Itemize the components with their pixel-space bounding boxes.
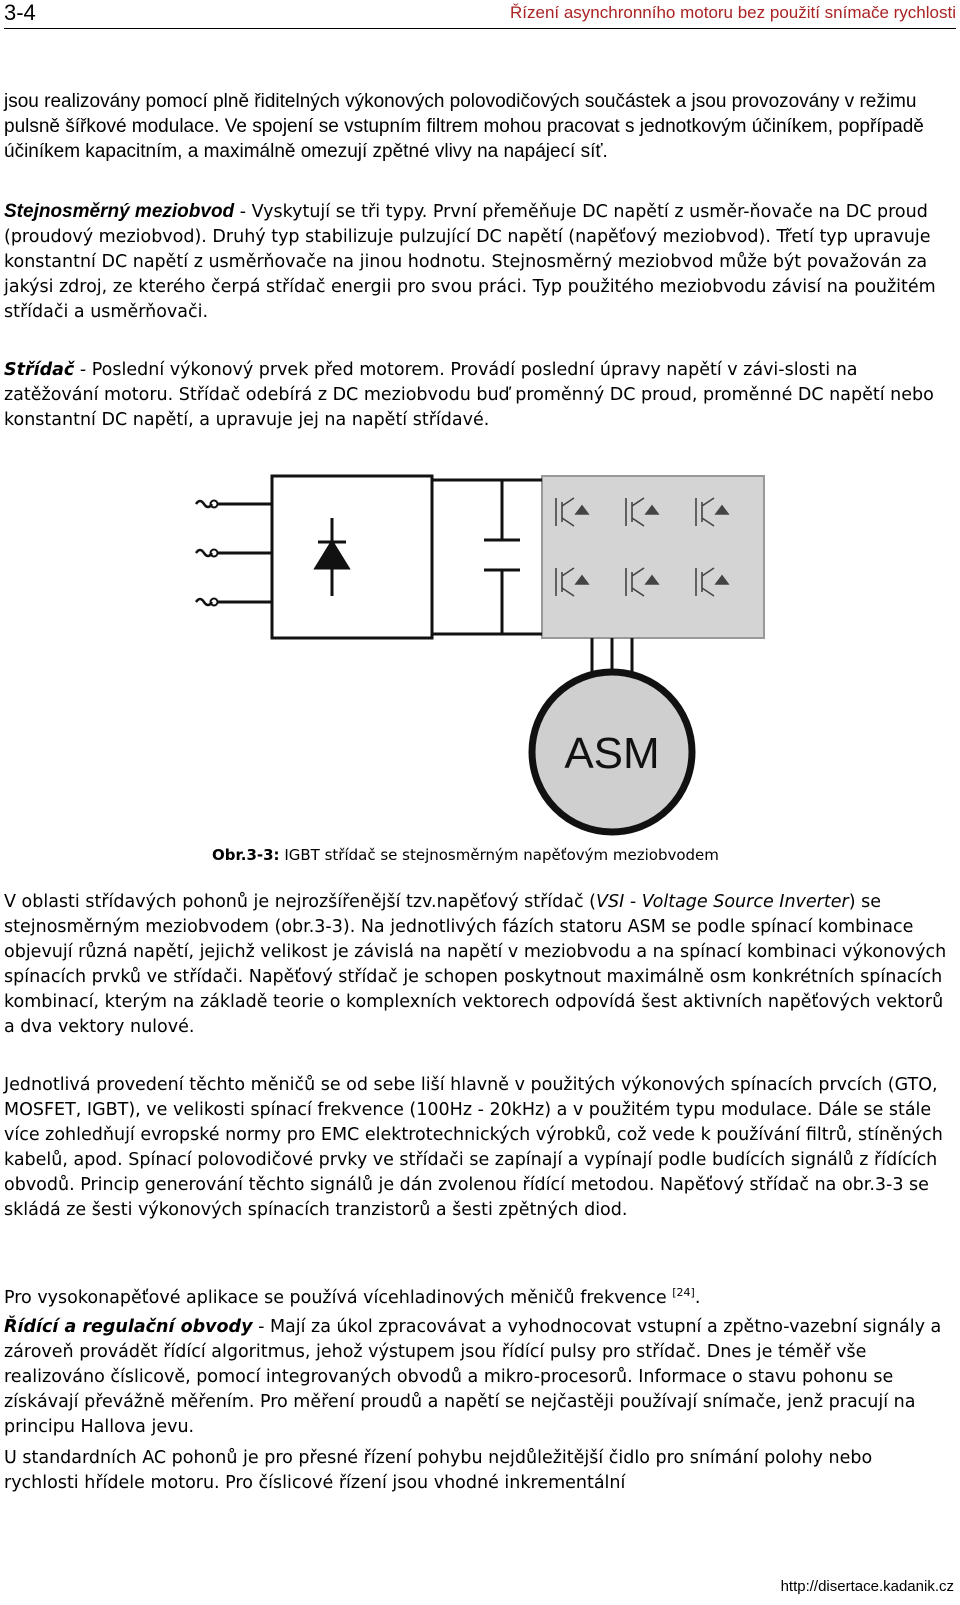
vsi-italic: VSI - Voltage Source Inverter <box>596 892 849 912</box>
caption-ref: Obr.3-3: <box>212 846 280 864</box>
hv-text: Pro vysokonapěťové aplikace se používá vícehladinových měničů frekvence <box>4 1287 673 1308</box>
chapter-title: Řízení asynchronního motoru bez použití snímače rychlosti <box>510 3 956 22</box>
hv-paragraph <box>4 1280 948 1311</box>
vsi-text-b: ) se stejnosměrným meziobvodem (obr.3-3). Na jednotlivých fázích statoru ASM se podle spínací kombinace objevují různá napětí, jejichž velikost je závislá na napětí v meziobvodu a na spínací kombinaci výkonových spínacích prvků ve střídači. Napěťový střídač je schopen poskytnout maximálně osm konkrétních spínacích kombinací, kterým na základě teorie o komplexních vektorech odpovídá šest aktivních napěťových vektorů a dva vektory nulové. <box>4 892 947 1037</box>
caption-text: IGBT střídač se stejnosměrným napěťovým meziobvodem <box>279 846 719 864</box>
figure-caption <box>212 845 719 865</box>
inverter-text: - Poslední výkonový prvek před motorem. Provádí poslední úpravy napětí v závi-slosti na zatěžování motoru. Střídač odebírá z DC meziobvodu buď proměnný DC proud, proměnné DC napětí nebo konstantní DC napětí, a upravuje jej na napětí střídavé. <box>4 360 934 430</box>
igbt-inverter-diagram <box>192 468 770 836</box>
sensor-paragraph <box>4 1446 948 1496</box>
vsi-text-a: V oblasti střídavých pohonů je nejrozšířenější tzv.napěťový střídač ( <box>4 892 597 912</box>
page-number: 3-4 <box>4 0 36 25</box>
rectifier-box <box>272 476 432 638</box>
dc-link-paragraph <box>4 199 948 325</box>
vsi-paragraph <box>4 890 948 1040</box>
variants-text: Jednotlivá provedení těchto měničů se od sebe liší hlavně v použitých výkonových spínacích prvcích (GTO, MOSFET, IGBT), ve velikosti spínací frekvence (100Hz - 20kHz) a v použitém typu modulace. Dále se stále více zohledňují evropské normy pro EMC elektrotechnických výrobků, což vede k používání filtrů, stíněných kabelů, apod. Spínací polovodičové prvky ve střídači se zapínají a vypínají podle budících signálů z řídících obvodů. Princip generování těchto signálů je dán zvolenou řídící metodou. Napěťový střídač na obr.3-3 se skládá ze šesti výkonových spínacích tranzistorů a šesti zpětných diod. <box>4 1075 943 1220</box>
page-header <box>4 0 956 29</box>
inverter-box <box>542 476 764 638</box>
footer-url[interactable]: http://disertace.kadanik.cz <box>780 1578 954 1595</box>
control-text: - Mají za úkol zpracovávat a vyhodnocovat vstupní a zpětno-vazební signály a zároveň provádět řídící algoritmus, jehož výstupem jsou řídící pulsy pro střídač. Dnes je téměř vše realizováno číslicově, pomocí integrovaných obvodů a mikro-procesorů. Informace o stavu pohonu se získávají převážně měřením. Pro měření proudů a napětí se nejčastěji používají snímače, jenž pracují na principu Hallova jevu. <box>4 1317 942 1437</box>
citation-ref: [24] <box>672 1286 695 1299</box>
sensor-text: U standardních AC pohonů je pro přesné řízení pohybu nejdůležitější čidlo pro snímání polohy nebo rychlosti hřídele motoru. Pro číslicové řízení jsou vhodné inkrementální <box>4 1448 873 1493</box>
motor-label: ASM <box>564 729 660 778</box>
control-paragraph <box>4 1315 948 1440</box>
hv-end: . <box>694 1287 701 1308</box>
rectifier-diode-icon <box>316 518 348 596</box>
dc-link-term: Stejnosměrný meziobvod <box>4 201 235 222</box>
inverter-paragraph <box>4 358 948 433</box>
inverter-term: Střídač <box>4 360 75 380</box>
intro-paragraph <box>4 89 948 164</box>
control-term: Řídící a regulační obvody <box>4 1317 253 1337</box>
dc-link-text: - Vyskytují se tři typy. První přeměňuje DC napětí z usměr-ňovače na DC proud (proudový meziobvod). Druhý typ stabilizuje pulzující DC napětí (napěťový meziobvod). Třetí typ upravuje konstantní DC napětí z usměrňovače na jinou hodnotu. Stejnosměrný meziobvod může být považován za jakýsi zdroj, ze kterého čerpá střídač energii pro svou práci. Typ použitého meziobvodu závisí na použitém střídači a usměrňovači. <box>4 202 936 322</box>
intro-text: jsou realizovány pomocí plně řiditelných výkonových polovodičových součástek a jsou provozovány v režimu pulsně šířkové modulace. Ve spojení se vstupním filtrem mohou pracovat s jednotkovým účiníkem, popřípadě účiníkem kapacitním, a maximálně omezují zpětné vlivy na napájecí síť. <box>4 91 924 162</box>
variants-paragraph <box>4 1073 948 1223</box>
